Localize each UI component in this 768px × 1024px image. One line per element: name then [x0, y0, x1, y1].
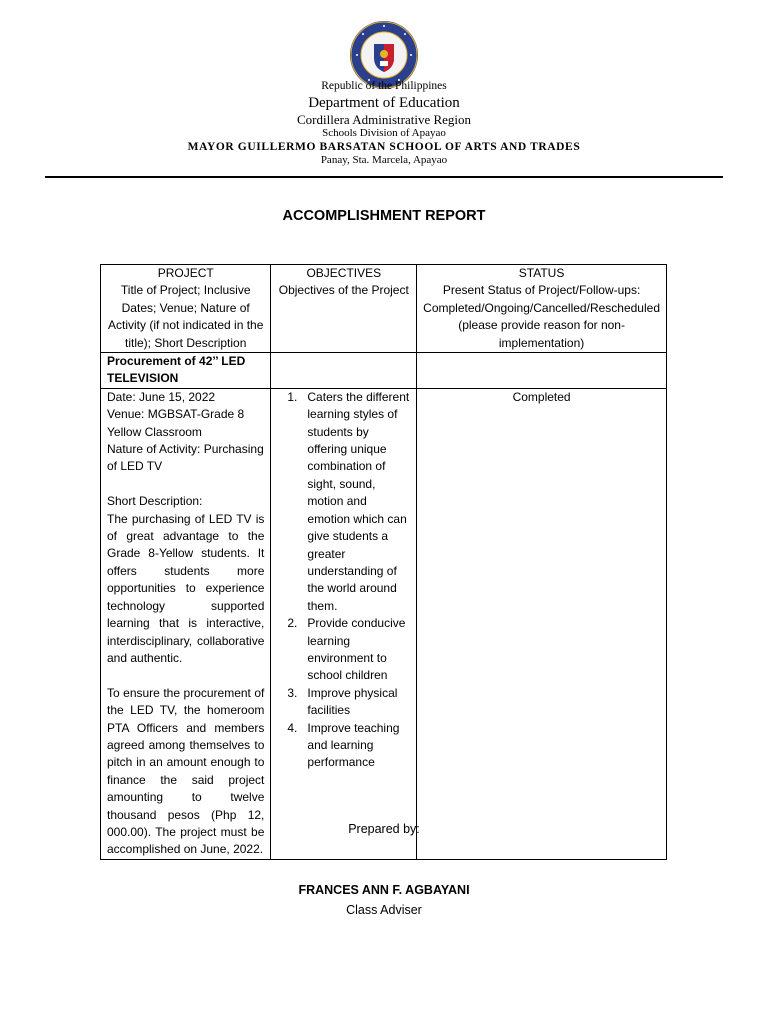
list-item — [277, 615, 410, 685]
region-line: Cordillera Administrative Region — [296, 111, 472, 127]
list-item — [277, 685, 410, 720]
list-item — [277, 720, 410, 772]
table-row — [101, 388, 667, 859]
project-title-status-blank — [417, 353, 667, 389]
objective-number: 4. — [287, 720, 298, 735]
spacer — [107, 667, 264, 684]
objective-text: Caters the different learning styles of students by offering unique combination of sight, sound, motion and emotion which can give students a greater understanding of the world around them. — [307, 389, 410, 613]
republic-line: Republic of the Philippines — [321, 80, 447, 92]
project-title-row — [101, 353, 667, 389]
header-project-desc: Title of Project; Inclusive Dates; Venue; Nature of Activity (if not indicated in the title); Short Description — [107, 283, 264, 350]
objective-number: 2. — [287, 616, 298, 631]
project-details — [101, 388, 271, 859]
department-line: Department of Education — [308, 94, 460, 111]
header-objectives-title: OBJECTIVES — [306, 266, 382, 280]
report-title: ACCOMPLISHMENT REPORT — [282, 208, 486, 224]
table-header-row — [101, 265, 667, 353]
header-status-title: STATUS — [518, 266, 565, 280]
header-status — [417, 265, 667, 353]
project-venue: Venue: MGBSAT-Grade 8 Yellow Classroom — [107, 407, 245, 439]
header-objectives-desc: Objectives of the Project — [278, 283, 409, 298]
project-title-objectives-blank — [271, 353, 417, 389]
project-nature: Nature of Activity: Purchasing of LED TV — [107, 442, 264, 474]
preparer-position: Class Adviser — [346, 903, 422, 917]
objective-number: 1. — [287, 389, 298, 404]
header-project-title: PROJECT — [157, 266, 214, 280]
letterhead-divider — [45, 176, 723, 178]
project-title: Procurement of 42’’ LED TELEVISION — [101, 353, 271, 389]
status-cell: Completed — [417, 388, 667, 859]
header-status-desc: Present Status of Project/Follow-ups: Completed/Ongoing/Cancelled/Rescheduled (please provide reason for non-implementation) — [423, 283, 660, 350]
list-item — [277, 389, 410, 615]
prepared-by-label: Prepared by: — [348, 822, 420, 836]
objectives-cell — [271, 388, 417, 859]
objective-number: 3. — [287, 685, 298, 700]
short-description-paragraph-2: To ensure the procurement of the LED TV, the homeroom PTA Officers and members agreed among themselves to pitch in an amount enough to finance the said project amounting to twelve thousand pesos (Php 12, 000.00). The project must be accomplished on June, 2022. — [107, 685, 265, 857]
accomplishment-table — [100, 264, 667, 860]
objective-text: Improve physical facilities — [307, 685, 398, 718]
short-description-paragraph-1: The purchasing of LED TV is of great advantage to the Grade 8-Yellow students. It offers students more opportunities to experience technology supported learning that is interactive, interdisciplinary, collaborative and authentic. — [107, 511, 265, 665]
school-name: MAYOR GUILLERMO BARSATAN SCHOOL OF ARTS AND TRADES — [187, 140, 581, 153]
spacer — [107, 476, 264, 493]
division-line: Schools Division of Apayao — [322, 127, 446, 140]
project-date: Date: June 15, 2022 — [107, 389, 216, 404]
school-address: Panay, Sta. Marcela, Apayao — [320, 154, 448, 167]
preparer-name: FRANCES ANN F. AGBAYANI — [298, 883, 470, 897]
header-objectives — [271, 265, 417, 353]
short-description-label: Short Description: — [107, 494, 203, 509]
header-project — [101, 265, 271, 353]
objective-text: Improve teaching and learning performance — [307, 720, 400, 770]
objective-text: Provide conducive learning environment to school children — [307, 616, 406, 683]
letterhead — [0, 80, 768, 168]
objectives-list — [277, 389, 410, 772]
